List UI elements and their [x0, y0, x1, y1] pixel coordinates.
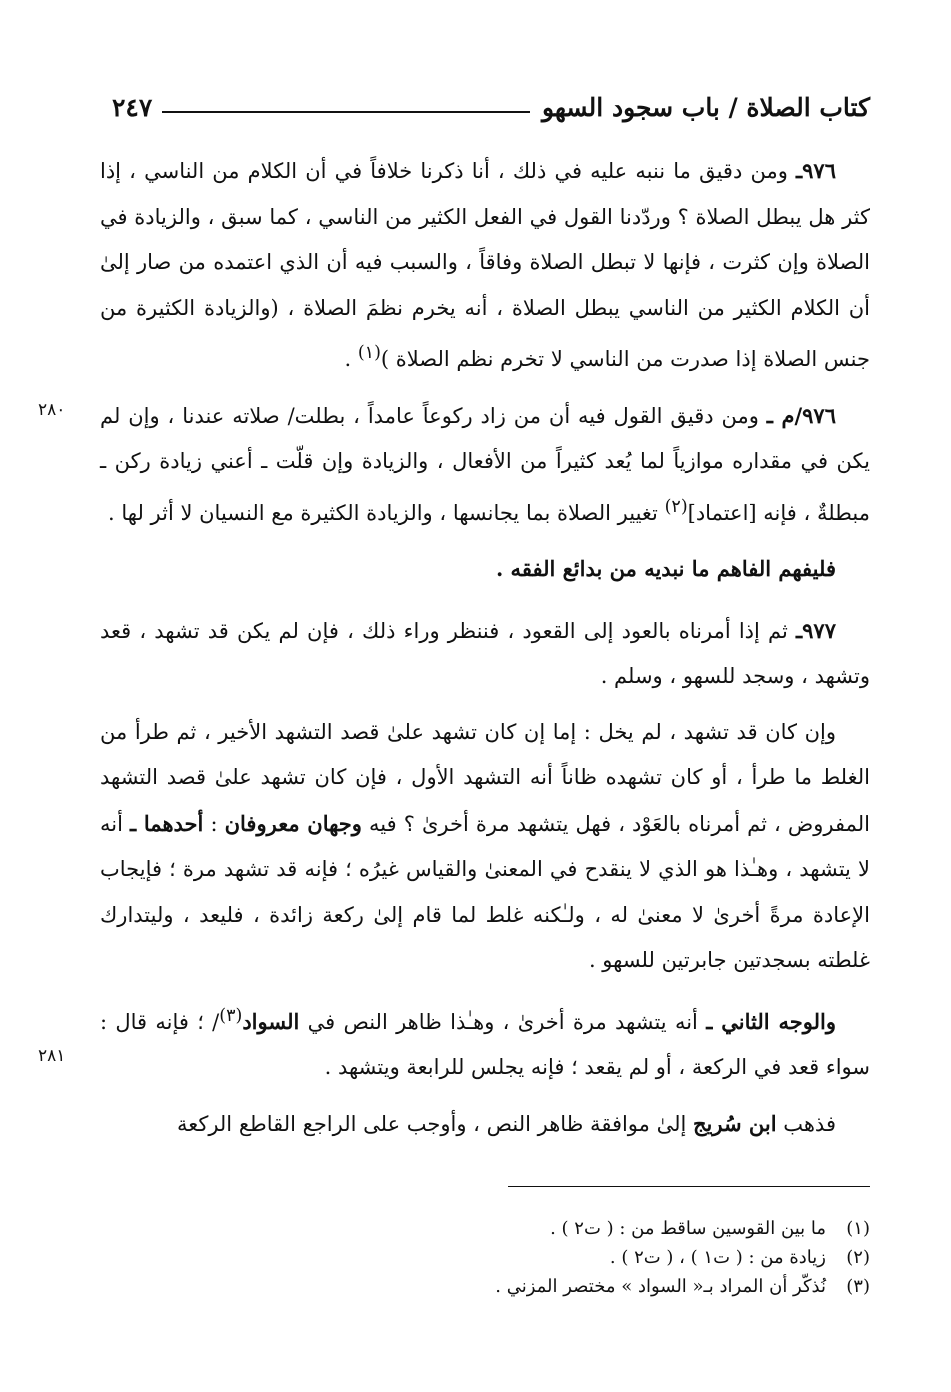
- paragraph-text: أنه لا يتشهد ، وهـٰذا هو الذي لا ينقدح في المعنىٰ والقياس غيرُه ؛ فإنه قد تشهد مرة ؛ فإيجاب الإعادة مرةً أخرىٰ لا معنىٰ له ، ولـٰكنه غلط لما قام إلىٰ ركعة زائدة ، فليعد ، وليتدارك غلطته بسجدتين جابرتين للسهو .: [100, 811, 870, 972]
- paragraph-text: ومن دقيق القول فيه أن من زاد ركوعاً عامداً ، بطلت/ صلاته عندنا ، وإن لم يكن في مقداره موازياً لما يُعد كثيراً من الأفعال ، والزيادة وإن قلّت ـ أعني زيادة ركن ـ مبطلةٌ ، فإنه [اعتماد]: [100, 403, 870, 525]
- footnote-number: (٣): [846, 1276, 870, 1297]
- paragraph-text: أنه يتشهد مرة أخرىٰ ، وهـٰذا ظاهر النص في: [299, 1009, 707, 1034]
- bold-phrase: وجهان معروفان: [224, 810, 362, 836]
- paragraph-text: :: [203, 811, 225, 836]
- footnote-text: زيادة من : ( ت١ ) ، ( ت٢ ) .: [609, 1247, 826, 1268]
- footnote-separator: [508, 1186, 870, 1187]
- footnote: [300, 1214, 870, 1243]
- main-text: [100, 148, 870, 1157]
- paragraph-text: ثم إذا أمرناه بالعود إلى القعود ، فننظر وراء ذلك ، فإن لم يكن قد تشهد ، قعد وتشهد ، وسجد للسهو ، وسلم .: [100, 618, 870, 688]
- margin-page-number: ٢٨٠: [38, 400, 66, 420]
- header-title: كتاب الصلاة / باب سجود السهو: [541, 93, 870, 122]
- bold-phrase: السواد: [242, 1008, 300, 1034]
- paragraph-text: ومن دقيق ما ننبه عليه في ذلك ، أنا ذكرنا خلافاً في أن الكلام من الناسي ، إذا كثر هل يبطل الصلاة ؟ وردّدنا القول في الفعل الكثير من الناسي ، كما سبق ، والزيادة في الصلاة وإن كثرت ، فإنها لا تبطل الصلاة وفاقاً ، والسبب فيه أن الذي اعتمده من صار إلىٰ أن الكلام الكثير من الناسي يبطل الصلاة ، أنه يخرم نظمَ الصلاة ، (والزيادة الكثيرة من جنس الصلاة إذا صدرت من الناسي لا تخرم نظم الصلاة ): [100, 159, 871, 371]
- paragraph-number: ٩٧٦/م ـ: [766, 402, 836, 428]
- header-rule: [162, 111, 530, 113]
- paragraph-976m: [100, 393, 870, 537]
- paragraph-ibn-surayj: [100, 1101, 870, 1148]
- page-number: ٢٤٧: [112, 93, 153, 122]
- paragraph-977: [100, 608, 870, 700]
- paragraph-976: [100, 148, 870, 383]
- footnote-number: (٢): [846, 1247, 870, 1268]
- margin-page-number: ٢٨١: [38, 1046, 66, 1066]
- paragraph-number: ٩٧٦ـ: [796, 158, 836, 183]
- paragraph-text: تغيير الصلاة بما يجانسها ، والزيادة الكثيرة مع النسيان لا أثر لها .: [108, 500, 665, 525]
- footnote-ref: (١): [357, 343, 381, 363]
- footnotes: [300, 1214, 870, 1301]
- footnote-number: (١): [846, 1218, 870, 1239]
- footnote-text: ما بين القوسين ساقط من : ( ت٢ ) .: [550, 1218, 826, 1239]
- paragraph-two-views: [100, 710, 870, 984]
- footnote: [300, 1243, 870, 1272]
- paragraph-second-view: [100, 994, 870, 1091]
- footnote-ref: (٣): [219, 1005, 243, 1026]
- bold-phrase: والوجه الثاني ـ: [706, 1008, 836, 1034]
- running-header: [112, 82, 870, 122]
- bold-phrase: ابن سُريج: [693, 1110, 777, 1136]
- paragraph-text: فذهب: [776, 1111, 836, 1136]
- emphasis-line: فليفهم الفاهم ما نبديه من بدائع الفقه .: [495, 556, 836, 581]
- paragraph-text: / ؛ فإنه قال : سواء قعد في الركعة ، أو لم يقعد ؛ فإنه يجلس للرابعة ويتشهد .: [100, 1009, 870, 1079]
- paragraph-number: ٩٧٧ـ: [796, 617, 836, 643]
- footnote-ref: (٢): [664, 496, 688, 517]
- paragraph-text: إلىٰ موافقة ظاهر النص ، وأوجب على الراجع القاطع الركعة: [176, 1111, 693, 1136]
- paragraph-text: وإن كان قد تشهد ، لم يخل : إما إن كان تشهد علىٰ قصد التشهد الأخير ، ثم طرأ من الغلط ما طرأ ، أو كان تشهده ظاناً أنه التشهد الأول ، فإن كان تشهد علىٰ قصد التشهد المفروض ، ثم أمرناه بالعَوْد ، فهل يتشهد مرة أخرىٰ ؟ فيه: [100, 719, 870, 836]
- footnote: [300, 1272, 870, 1301]
- footnote-text: نُذكّر أن المراد بـ« السواد » مختصر المزني .: [495, 1276, 826, 1297]
- paragraph-end: .: [344, 347, 358, 371]
- bold-phrase: أحدهما ـ: [130, 810, 204, 836]
